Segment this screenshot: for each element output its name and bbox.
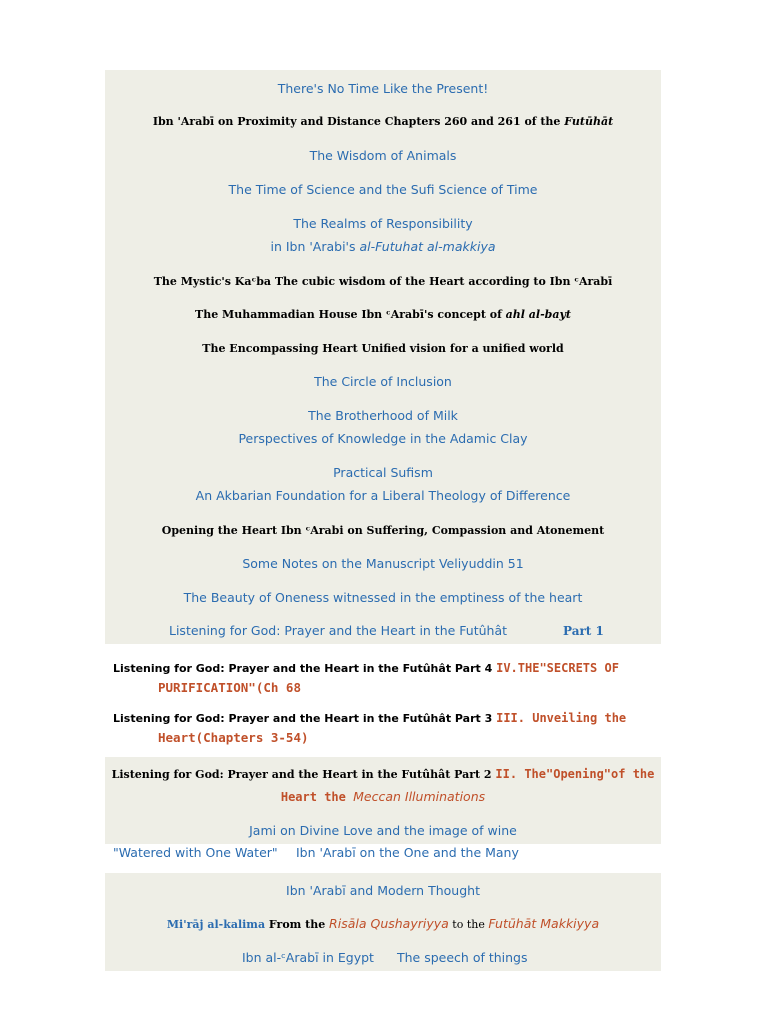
link-circle-inclusion[interactable]: The Circle of Inclusion [314,374,452,389]
link-time-of-science[interactable]: The Time of Science and the Sufi Science of Time [228,182,538,197]
link-listening-part2-cont[interactable]: Heart the Meccan Illuminations [280,789,486,804]
link-manuscript-notes[interactable]: Some Notes on the Manuscript Veliyuddin 51 [242,556,524,571]
link-listening-part2[interactable]: Listening for God: Prayer and the Heart in the Futûhât Part 2 II. The"Opening"of the [111,767,655,781]
link-akbarian-foundation[interactable]: An Akbarian Foundation for a Liberal Theology of Difference [195,488,571,503]
link-practical-sufism[interactable]: Practical Sufism [333,465,433,480]
link-proximity-distance[interactable]: Ibn 'Arabī on Proximity and Distance Chapters 260 and 261 of the Futūhāt [152,115,614,128]
link-listening-part4[interactable]: Listening for God: Prayer and the Heart in the Futûhât Part 4 IV.THE"SECRETS OF [113,661,619,675]
link-one-and-many[interactable]: Ibn 'Arabī on the One and the Many [296,845,519,860]
link-watered-one-water[interactable]: "Watered with One Water" [113,845,278,860]
link-listening-part4-cont[interactable]: PURIFICATION"(Ch 68 [158,680,301,695]
link-realms-responsibility-sub[interactable]: in Ibn 'Arabi's al-Futuhat al-makkiya [270,239,496,254]
link-wisdom-animals[interactable]: The Wisdom of Animals [309,148,457,163]
link-listening-part1-label[interactable]: Part 1 [563,624,604,638]
link-encompassing-heart[interactable]: The Encompassing Heart Unified vision for a unified world [202,342,564,355]
link-beauty-oneness[interactable]: The Beauty of Oneness witnessed in the emptiness of the heart [183,590,583,605]
link-opening-the-heart[interactable]: Opening the Heart Ibn ᶜArabi on Suffering, Compassion and Atonement [161,524,605,537]
link-miraj-al-kalima[interactable]: Mi'rāj al-kalima From the Risāla Qushayriyya to the Futūhāt Makkiyya [166,916,600,931]
link-listening-part1[interactable]: Listening for God: Prayer and the Heart in the Futûhât [169,623,508,638]
link-adamic-clay[interactable]: Perspectives of Knowledge in the Adamic Clay [238,431,528,446]
link-ibn-arabi-egypt[interactable]: Ibn al-ᶜArabī in Egypt [242,950,374,965]
link-realms-responsibility[interactable]: The Realms of Responsibility [293,216,473,231]
link-listening-part3-cont[interactable]: Heart(Chapters 3-54) [158,730,309,745]
link-speech-of-things[interactable]: The speech of things [397,950,528,965]
link-mystics-kaaba[interactable]: The Mystic's Kaᶜba The cubic wisdom of the Heart according to Ibn ᶜArabī [153,275,613,288]
link-modern-thought[interactable]: Ibn 'Arabī and Modern Thought [286,883,480,898]
link-brotherhood-milk[interactable]: The Brotherhood of Milk [308,408,458,423]
link-jami-divine-love[interactable]: Jami on Divine Love and the image of wine [249,823,517,838]
link-listening-part3[interactable]: Listening for God: Prayer and the Heart in the Futûhât Part 3 III. Unveiling the [113,711,627,725]
link-muhammadian-house[interactable]: The Muhammadian House Ibn ᶜArabī's concept of ahl al-bayt [195,308,571,321]
link-present[interactable]: There's No Time Like the Present! [277,81,489,96]
